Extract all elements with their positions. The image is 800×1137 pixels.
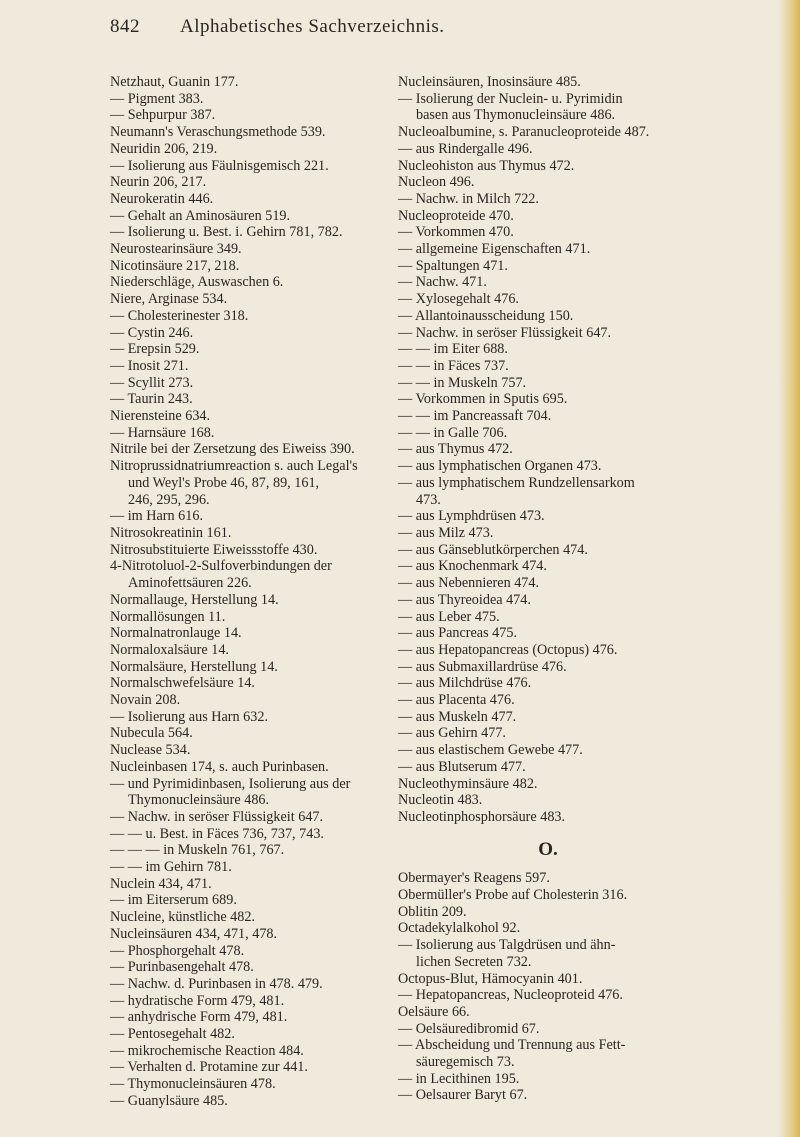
index-entry: — Allantoinausscheidung 150. (398, 307, 574, 324)
index-entry: Nucleinsäuren, Inosinsäure 485. (398, 74, 581, 90)
index-entry: 246, 295, 296. (128, 491, 210, 508)
index-entry: Nucleohiston aus Thymus 472. (398, 157, 575, 174)
index-entry: — aus Pancreas 475. (398, 625, 517, 642)
index-entry: — Nachw. 471. (398, 274, 487, 291)
index-entry: — in Lecithinen 195. (398, 1070, 520, 1087)
page-edge (778, 0, 800, 1137)
index-entry: — aus Submaxillardrüse 476. (398, 658, 567, 675)
index-entry: Nubecula 564. (110, 725, 193, 742)
index-entry: Neumann's Veraschungsmethode 539. (110, 124, 326, 141)
index-entry: — Guanylsäure 485. (110, 1092, 228, 1109)
index-entry: Obermayer's Reagens 597. (398, 870, 550, 887)
index-entry: Normalnatronlauge 14. (110, 625, 242, 642)
index-entry: — Cystin 246. (110, 324, 194, 341)
index-entry: — im Eiterserum 689. (110, 892, 237, 909)
index-entry: Thymonucleinsäure 486. (128, 792, 270, 809)
index-entry: — Nachw. in seröser Flüssigkeit 647. (398, 324, 612, 341)
index-entry: Nuclein 434, 471. (110, 875, 212, 892)
index-entry: und Weyl's Probe 46, 87, 89, 161, (128, 474, 320, 491)
index-entry: — Isolierung aus Fäulnisgemisch 221. (110, 157, 329, 174)
index-entry: Oblitin 209. (398, 903, 467, 920)
index-entry: — — — in Muskeln 761, 767. (110, 842, 285, 859)
index-entry: Niere, Arginase 534. (110, 291, 228, 308)
page-number: 842 (110, 16, 140, 37)
index-entry: Obermüller's Probe auf Cholesterin 316. (398, 887, 628, 904)
index-entry: — Gehalt an Aminosäuren 519. (110, 207, 291, 224)
index-entry: Neuridin 206, 219. (110, 140, 218, 157)
index-entry: Oelsäure 66. (398, 1003, 470, 1020)
section-letter-o: O. (538, 838, 558, 860)
index-entry: — Taurin 243. (110, 391, 193, 408)
index-entry: — aus elastischem Gewebe 477. (398, 742, 583, 759)
index-entry: Nucleinbasen 174, s. auch Purinbasen. (110, 758, 329, 775)
index-entry: Normaloxalsäure 14. (110, 641, 229, 658)
index-entry: — Nachw. in seröser Flüssigkeit 647. (110, 808, 324, 825)
index-entry: Aminofettsäuren 226. (128, 575, 252, 592)
index-entry: Nierensteine 634. (110, 408, 211, 425)
index-entry: — aus Thyreoidea 474. (398, 591, 531, 608)
index-entry: — Vorkommen 470. (398, 224, 514, 241)
index-entry: — Scyllit 273. (110, 374, 194, 391)
index-entry: — — im Eiter 688. (398, 341, 508, 358)
index-entry: 473. (416, 491, 441, 508)
index-entry: — aus Lymphdrüsen 473. (398, 508, 545, 525)
index-entry: Normallösungen 11. (110, 608, 226, 625)
index-entry: — aus Placenta 476. (398, 692, 515, 709)
index-entry: — hydratische Form 479, 481. (110, 992, 285, 1009)
index-entry: — Erepsin 529. (110, 341, 200, 358)
index-entry: — Harnsäure 168. (110, 424, 215, 441)
index-entry: — Vorkommen in Sputis 695. (398, 391, 568, 408)
index-entry: — Verhalten d. Protamine zur 441. (110, 1059, 308, 1076)
index-entry: — Hepatopancreas, Nucleoproteid 476. (398, 987, 623, 1004)
running-title: Alphabetisches Sachverzeichnis. (180, 16, 445, 37)
index-entry: Nucleothyminsäure 482. (398, 775, 538, 792)
index-entry: — aus Rindergalle 496. (398, 140, 533, 157)
index-entry: Normalsäure, Herstellung 14. (110, 658, 278, 675)
index-entry: basen aus Thymonucleinsäure 486. (416, 107, 616, 124)
index-entry: — Oelsaurer Baryt 67. (398, 1087, 528, 1104)
index-entry: Normalschwefelsäure 14. (110, 675, 255, 692)
index-entry: Nucleotinphosphorsäure 483. (398, 808, 566, 825)
index-entry: — aus Blutserum 477. (398, 758, 526, 775)
index-entry: Nicotinsäure 217, 218. (110, 257, 240, 274)
index-entry: — Purinbasengehalt 478. (110, 959, 254, 976)
index-entry: — Isolierung u. Best. i. Gehirn 781, 782. (110, 224, 343, 241)
index-entry: — Xylosegehalt 476. (398, 291, 519, 308)
index-entry: — und Pyrimidinbasen, Isolierung aus der (110, 775, 351, 792)
index-entry: — aus Gehirn 477. (398, 725, 506, 742)
index-entry: — Inosit 271. (110, 357, 189, 374)
index-entry: Nitrosubstituierte Eiweissstoffe 430. (110, 541, 318, 558)
index-section-n (398, 74, 748, 826)
index-entry: Novain 208. (110, 692, 181, 709)
index-entry: Neurokeratin 446. (110, 190, 214, 207)
index-entry: — — u. Best. in Fäces 736, 737, 743. (110, 825, 324, 842)
index-entry: — Isolierung aus Talgdrüsen und ähn- (398, 937, 616, 954)
index-entry: — aus Milz 473. (398, 524, 494, 541)
index-entry: — Pigment 383. (110, 90, 204, 107)
index-entry: Neurostearinsäure 349. (110, 241, 242, 258)
index-entry: — Isolierung der Nuclein- u. Pyrimidin (398, 90, 623, 107)
index-entry: Nitrile bei der Zersetzung des Eiweiss 390. (110, 441, 355, 458)
index-entry: — aus lymphatischem Rundzellensarkom (398, 474, 635, 491)
index-entry: — — im Gehirn 781. (110, 859, 232, 876)
index-entry: — aus Leber 475. (398, 608, 500, 625)
index-entry: — Nachw. in Milch 722. (398, 190, 539, 207)
index-entry: — — in Fäces 737. (398, 357, 509, 374)
index-entry: Octadekylalkohol 92. (398, 920, 521, 937)
index-entry: — anhydrische Form 479, 481. (110, 1009, 288, 1026)
index-entry: Octopus-Blut, Hämocyanin 401. (398, 970, 583, 987)
index-entry: säuregemisch 73. (416, 1054, 515, 1071)
index-entry: — Isolierung aus Harn 632. (110, 708, 269, 725)
index-entry: — mikrochemische Reaction 484. (110, 1042, 304, 1059)
index-entry: 4-Nitrotoluol-2-Sulfoverbindungen der (110, 558, 332, 575)
index-entry: Nitroprussidnatriumreaction s. auch Legal's (110, 458, 358, 475)
index-entry: Nucleon 496. (398, 174, 475, 191)
index-entry: — — im Pancreassaft 704. (398, 408, 552, 425)
index-entry: — Sehpurpur 387. (110, 107, 216, 124)
index-entry: Nucleoalbumine, s. Paranucleoproteide 487. (398, 124, 650, 141)
index-entry: — Nachw. d. Purinbasen in 478. 479. (110, 975, 323, 992)
index-entry: — im Harn 616. (110, 508, 203, 525)
index-column-right (398, 74, 748, 1104)
index-entry: — aus Gänseblutkörperchen 474. (398, 541, 588, 558)
index-entry: — aus Nebennieren 474. (398, 575, 540, 592)
index-entry: — allgemeine Eigenschaften 471. (398, 241, 591, 258)
index-entry: — aus Milchdrüse 476. (398, 675, 532, 692)
index-entry: lichen Secreten 732. (416, 953, 532, 970)
index-entry: — — in Muskeln 757. (398, 374, 527, 391)
index-entry: Normallauge, Herstellung 14. (110, 591, 279, 608)
index-entry: — — in Galle 706. (398, 424, 508, 441)
index-entry: Niederschläge, Auswaschen 6. (110, 274, 284, 291)
index-entry: Nuclease 534. (110, 742, 191, 759)
index-entry: — Oelsäuredibromid 67. (398, 1020, 540, 1037)
index-section-o (398, 870, 748, 1104)
index-entry: — Phosphorgehalt 478. (110, 942, 245, 959)
index-entry: — aus Muskeln 477. (398, 708, 517, 725)
index-entry: — aus Thymus 472. (398, 441, 513, 458)
index-entry: — Thymonucleinsäuren 478. (110, 1076, 276, 1093)
page-header (110, 16, 710, 46)
index-entry: Nitrosokreatinin 161. (110, 524, 232, 541)
index-entry: — Pentosegehalt 482. (110, 1026, 235, 1043)
index-entry: Nucleinsäuren 434, 471, 478. (110, 925, 278, 942)
index-entry: — aus Hepatopancreas (Octopus) 476. (398, 641, 618, 658)
index-entry: Nucleotin 483. (398, 792, 483, 809)
index-entry: — Cholesterinester 318. (110, 307, 249, 324)
index-entry: — Abscheidung und Trennung aus Fett- (398, 1037, 626, 1054)
index-entry: — Spaltungen 471. (398, 257, 508, 274)
index-entry: — aus Knochenmark 474. (398, 558, 547, 575)
index-entry: Netzhaut, Guanin 177. (110, 74, 239, 90)
index-entry: Neurin 206, 217. (110, 174, 207, 191)
index-entry: Nucleine, künstliche 482. (110, 909, 255, 926)
index-entry: — aus lymphatischen Organen 473. (398, 458, 602, 475)
index-entry: Nucleoproteide 470. (398, 207, 514, 224)
